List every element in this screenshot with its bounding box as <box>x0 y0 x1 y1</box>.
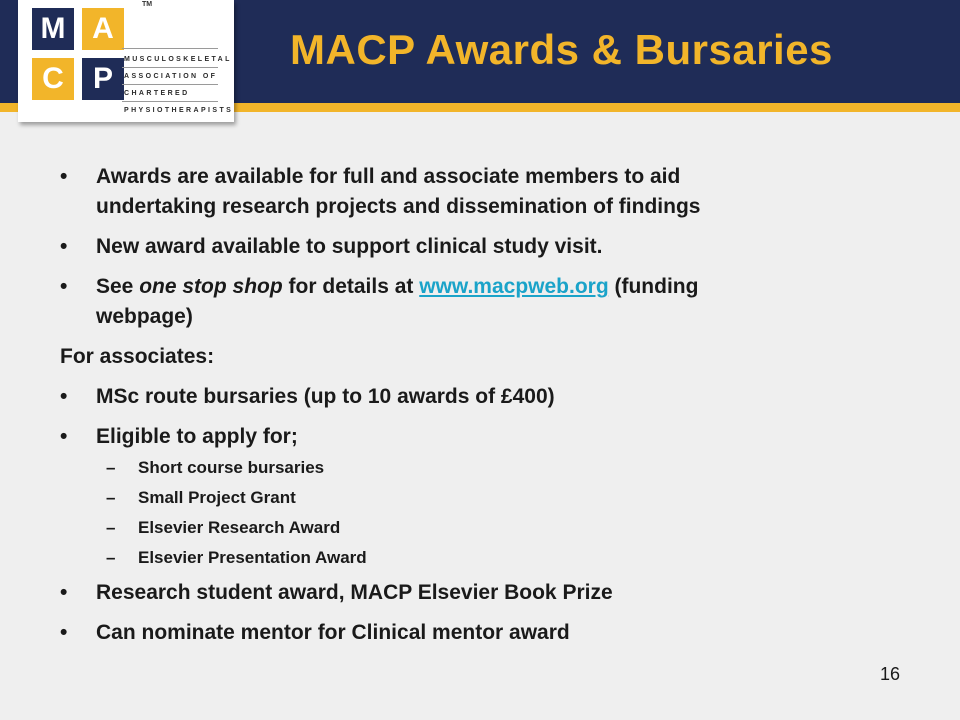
bullet-marker: • <box>60 621 68 644</box>
page-number: 16 <box>880 664 901 684</box>
sub-list-item: Elsevier Research Award <box>138 518 341 537</box>
logo-letter-c: C <box>32 58 74 100</box>
bullet-item <box>96 162 896 222</box>
dash-marker: – <box>106 548 116 567</box>
bullet-item: Research student award, MACP Elsevier Book Prize <box>96 581 613 604</box>
logo-text-line-4: PHYSIOTHERAPISTS <box>124 107 234 114</box>
bullet-marker: • <box>60 581 68 604</box>
bullet-middle: for details at <box>282 275 420 298</box>
sub-list-item: Elsevier Presentation Award <box>138 548 367 567</box>
bullet-marker: • <box>60 385 68 408</box>
bullet-prefix: See <box>96 275 140 298</box>
logo-text-line-1: MUSCULOSKELETAL <box>124 56 232 63</box>
logo-letter-p: P <box>82 58 124 100</box>
bullet-marker: • <box>60 235 68 258</box>
one-stop-shop-text: one stop shop <box>139 275 283 298</box>
bullet-line: Awards are available for full and associate members to aid <box>96 165 681 188</box>
trademark-mark: TM <box>142 1 153 8</box>
sub-list-item: Small Project Grant <box>138 488 296 507</box>
associates-heading: For associates: <box>60 345 215 368</box>
logo-letter-m: M <box>32 8 74 50</box>
bullet-item: Eligible to apply for; <box>96 425 298 448</box>
slide-title: MACP Awards & Bursaries <box>290 26 833 73</box>
dash-marker: – <box>106 518 116 537</box>
bullet-marker: • <box>60 165 68 188</box>
bullet-line: undertaking research projects and dissemination of findings <box>96 195 701 218</box>
bullet-suffix: (funding <box>608 275 699 298</box>
logo-text-line-2: ASSOCIATION OF <box>124 73 218 80</box>
bullet-item: Can nominate mentor for Clinical mentor award <box>96 621 570 644</box>
dash-marker: – <box>106 488 116 507</box>
bullet-item: MSc route bursaries (up to 10 awards of £400) <box>96 385 555 408</box>
macp-website-link[interactable]: www.macpweb.org <box>419 275 609 298</box>
logo-letter-a: A <box>82 8 124 50</box>
bullet-marker: • <box>60 425 68 448</box>
dash-marker: – <box>106 458 116 477</box>
sub-list-item: Short course bursaries <box>138 458 325 477</box>
bullet-item: New award available to support clinical study visit. <box>96 235 603 258</box>
bullet-line: webpage) <box>96 305 193 328</box>
bullet-marker: • <box>60 275 68 298</box>
logo-text-line-3: CHARTERED <box>124 90 190 97</box>
bullet-item <box>96 272 896 332</box>
